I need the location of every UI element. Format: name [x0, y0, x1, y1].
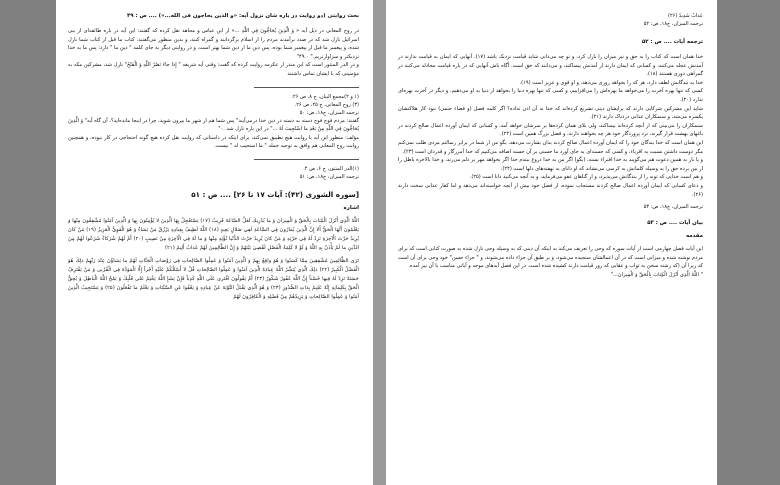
footnote: (۱)الدر المنثور، ج ۶، ص ۴. — [303, 165, 359, 172]
paragraph: ستمکاران را می‌بینی که از آنچه کرده‌اند بیمناکند، ولی بلای همان کرده‌ها بر سرشان خواهد آمد، و کسانی که ایمان آورده اعمال صالح کردند در باغهای بهشت قرار گیرند، نزد پروردگار خود هر چه بخواهند دارند، و فضل بزرگ همین است (۲۲). — [398, 122, 703, 138]
paragraph: شاید این مشرکین شرکایی دارند که برایشان دینی تشریع کرده‌اند که خدا به آن اذن نداده؟ اگر کلمه فصل (و قضاء حتمی) نبود کار هلاکتشان یکسره می‌شد، و ستمکاران عذابی دردناک دارند (۲۱). — [398, 105, 703, 121]
footnote-separator — [254, 159, 359, 160]
paragraph: و دعای کسانی که ایمان آورده اعمال صالح کردند مستجاب نموده، از فضل خود بیش از آنچه خواسته‌اند می‌دهد و اما کفار عذابی سخت دارند (۲۶). — [398, 182, 703, 198]
paragraph: خدا به بندگانش لطف دارد، هر که را بخواهد روزی می‌دهد، و او قوی و عزیز است (۱۹). — [519, 79, 703, 86]
footnote: (۱ و ۲)مجمع البیان، ج ۸، ص ۲۶. — [291, 93, 359, 100]
verse-end: عَذابٌ شَدِيدٌ (۲۶) — [668, 13, 703, 19]
quran-verses: تَرَى الظَّالِمِينَ مُشْفِقِينَ مِمَّا كَسَبُوا وَ هُوَ واقِعٌ بِهِمْ وَ الَّذِينَ آمَنُوا وَ عَمِلُوا الصَّالِحاتِ فِي رَوْضاتِ الْجَنَّاتِ لَهُمْ ما يَشاؤُنَ عِنْدَ رَبِّهِمْ ذلِكَ هُوَ الْفَضْلُ الْكَبِيرُ (۲۲) ذلِكَ الَّذِي يُبَشِّرُ اللَّهُ عِبادَهُ الَّذِينَ آمَنُوا وَ عَمِلُوا الصَّالِحاتِ قُلْ لا أَسْئَلُكُمْ عَلَيْهِ أَجْراً إِلَّا الْمَوَدَّةَ فِي الْقُرْبى وَ مَنْ يَقْتَرِفْ حَسَنَةً نَزِدْ لَهُ فِيها حُسْناً إِنَّ اللَّهَ غَفُورٌ شَكُورٌ (۲۳) أَمْ يَقُولُونَ افْتَرى عَلَى اللَّهِ كَذِباً فَإِنْ يَشَإِ اللَّهُ يَخْتِمْ عَلى قَلْبِكَ وَ يَمْحُ اللَّهُ الْباطِلَ وَ يُحِقُّ الْحَقَّ بِكَلِماتِهِ إِنَّهُ عَلِيمٌ بِذاتِ الصُّدُورِ (۲۴) وَ هُوَ الَّذِي يَقْبَلُ التَّوْبَةَ عَنْ عِبادِهِ وَ يَعْفُوا عَنِ السَّيِّئاتِ وَ يَعْلَمُ ما تَفْعَلُونَ (۲۵) وَ يَسْتَجِيبُ الَّذِينَ آمَنُوا وَ عَمِلُوا الصَّالِحاتِ وَ يَزِيدُهُمْ مِنْ فَضْلِهِ وَ الْكافِرُونَ لَهُمْ — [68, 257, 360, 300]
left-page — [56, 0, 373, 485]
footnote-separator — [254, 87, 359, 88]
page-gutter — [373, 0, 386, 485]
paragraph: در روح المعانی در ذیل آیه « وَ الَّذِينَ يُحَاجُّونَ فِي اللَّهِ ...» از ابن عباس و مجاهد نقل کرده که گفتند: این آیه در باره طائفه‌ای از بنی اسرائیل نازل شد که در صدد برآمدند مردم را از اسلام برگردانند و گمراه کنند، و بدین منظور می‌گفتند: کتاب ما قبل از کتاب شما نازل شده، و پیغمبر ما قبل از پیغمبر شما بوده، پس دین ما از دین شما بهتر است. و در روایتی دیگر به جای کلمه " دین ما " دارد: پس ما به خدا نزدیکتر و سزاوارتریم." ۴۹.۰" — [68, 28, 359, 60]
paragraph: مؤلف: منظور این آیه با روایت هیچ تطبیق نمی‌کند، برای اینکه در داستانی که روایت نقل کرده هیچ گونه احتجاجی در کار نبوده، و همچنین روایت روح المعانی هم وافق به توجیه جمله " ما استجیب له " نیست. — [68, 134, 359, 150]
paragraph: این همان است که خدا بندگان خود را که ایمان آورده اعمال صالح کردند بدان بشارت می‌دهد، بگو من از شما در برابر رسالتم مزدی طلب نمی‌کنم مگر دوست داشتن نسبت به اقرباء، و کسی که حسنه‌ای به جای آورد ما حسنی بر آن حسنه اضافه می‌کنیم که خدا آمرزگار و قدردان است (۲۳). — [398, 139, 703, 155]
quran-verses: اللَّهُ الَّذِي أَنْزَلَ الْكِتابَ بِالْحَقِّ وَ الْمِيزانَ وَ ما يُدْرِيكَ لَعَلَّ السَّاعَةَ قَرِيبٌ (۱۷) يَسْتَعْجِلُ بِهَا الَّذِينَ لا يُؤْمِنُونَ بِها وَ الَّذِينَ آمَنُوا مُشْفِقُونَ مِنْها وَ يَعْلَمُونَ أَنَّهَا الْحَقُّ أَلا إِنَّ الَّذِينَ يُمارُونَ فِي السَّاعَةِ لَفِي ضَلالٍ بَعِيدٍ (۱۸) اللَّهُ لَطِيفٌ بِعِبادِهِ يَرْزُقُ مَنْ يَشاءُ وَ هُوَ الْقَوِيُّ الْعَزِيزُ (۱۹) مَنْ كانَ يُرِيدُ حَرْثَ الْآخِرَةِ نَزِدْ لَهُ فِي حَرْثِهِ وَ مَنْ كانَ يُرِيدُ حَرْثَ الدُّنْيا نُؤْتِهِ مِنْها وَ ما لَهُ فِي الْآخِرَةِ مِنْ نَصِيبٍ (۲۰) أَمْ لَهُمْ شُرَكاءُ شَرَعُوا لَهُمْ مِنَ الدِّينِ ما لَمْ يَأْذَنْ بِهِ اللَّهُ وَ لَوْ لا كَلِمَةُ الْفَصْلِ لَقُضِيَ بَيْنَهُمْ وَ إِنَّ الظَّالِمِينَ لَهُمْ عَذابٌ أَلِيمٌ (۲۱) — [68, 217, 359, 251]
translation-heading: ترجمه آیات .... ص : ۵۲ — [641, 39, 703, 45]
page-marker: ترجمه المیزان، ج‌۱۸، ص: ۵۰ — [299, 109, 359, 116]
paragraph: گفتند: مردم فوج فوج دسته به دسته در دین خدا درمی‌آیند" پس شما هم از شهر ما بیرون شوید، چرا در اینجا مانده‌اید؟، آن گاه آیه" وَ الَّذِينَ يُحَاجُّونَ فِي اللَّهِ مِنْ بَعْدِ ما اسْتُجِيبَ لَهُ ..." در این باره نازل شد .۰" — [68, 117, 359, 133]
footnote: (۳) روح المعانی، ج ۲۵، ص ۲۶. — [294, 101, 359, 108]
quran-quote: " اللَّهُ الَّذِي أَنْزَلَ الْكِتابَ بِالْحَقِّ وَ الْمِيزانَ..." — [610, 271, 703, 278]
page-marker: ترجمه المیزان، ج‌۱۸، ص: ۵۱ — [299, 173, 359, 180]
explanation-heading: بیان آیات .... ص : ۵۳ — [647, 220, 703, 227]
paragraph: و در الدر المنثور است که ابن منذر از عکرمه روایت کرده که گفت: وقتی آیه شریفه " إِذا جاءَ نَصْرُ اللَّهِ وَ الْفَتْحُ" نازل شد، مشرکین مکه به مؤمنینی که با ایشان تماس داشتند — [68, 62, 359, 77]
paragraph: و هم است خدایی که توبه را از بندگانش می‌پذیرد، و از گناهان عفو می‌فرماید، و به آنچه می‌کنید دانا است (۲۵). — [469, 174, 703, 181]
section-label: اشاره — [343, 204, 359, 211]
narrative-heading: بحث روایتی (دو روایت در باره شان نزول آیه: «و الذین یحاجون فی الله...») .... ص : ۴۹ — [126, 13, 359, 19]
right-page — [386, 0, 717, 485]
page-marker: ترجمه المیزان، ج‌۱۸، ص: ۵۲ — [643, 21, 703, 27]
section-heading: [سوره الشوری (۴۲): آیات ۱۷ تا ۲۶] .... ص : ۵۱ — [191, 189, 359, 199]
page-marker: ترجمه المیزان، ج‌۱۸، ص: ۵۳ — [643, 204, 703, 211]
paragraph: کسی که تنها بهره آخرت را می‌خواهد ما بهره‌اش را می‌افزاییم، و کسی که تنها بهره دنیا را بخواهد از دنیا به او می‌دهیم، و دیگر در آخرت بهره‌ای ندارد (۲۰). — [398, 88, 703, 103]
section-label: مقدمه — [686, 233, 703, 240]
paragraph: و یا باز به همین دعوت هم می‌گویند به خدا افتراء بسته، (بگو) اگر من به خدا دروغ ببندم خدا اگر بخواهد مهر بر دلم می‌زند، و خدا بالاخره باطل را از بین برده حق را به وسیله کلماتش به کرسی می‌نشاند که او دانای به نهفته‌های دلها است (۲۴). — [398, 157, 703, 172]
paragraph: خدا همان است که کتاب را به حق و نیز میزان را نازل کرد، و تو چه می‌دانی شاید قیامت نزدیک باشد (۱۷). آنهایی که ایمان به قیامت ندارند در آمدنش عجله می‌کنند، و کسانی که ایمان دارند از آمدنش بیمناکند، و می‌دانند که حق است. آگاه باش آنهایی که در باره قیامت مجادله می‌کنند در گمراهی دوری هستند (۱۸). — [398, 54, 703, 78]
paragraph: این آیات فصل چهارمی است از آیات سوره که وحی را تعریف می‌کند به اینکه آن دینی که به وسیله وحی نازل شده به صورت کتابی است که برای مردم نوشته شده و میزانی است که در آن اعمالشان سنجیده می‌شود، و بر طبق آن جزاء داده می‌شوند، و " جزاء حسن" خود وحی برای آن است که زیرا آن (که زشته سخن به ثواب و عقابی که روز قیامت دارند کشیده شده است. در این فصل آیه‌های موجه و آیاتی مناسب با آن نیز آمده. — [398, 246, 703, 270]
